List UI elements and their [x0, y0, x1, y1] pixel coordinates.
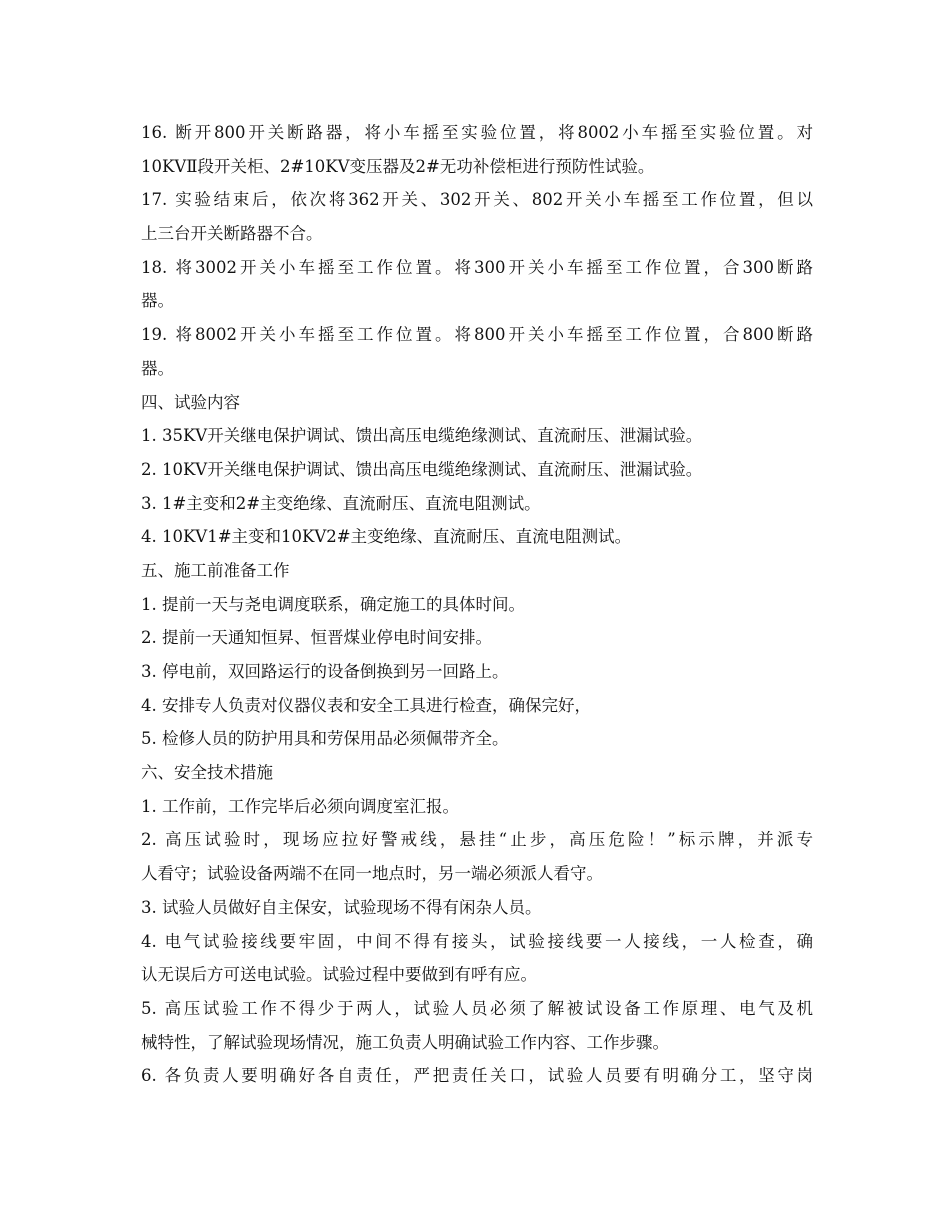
section-heading: 五、施工前准备工作 [141, 560, 290, 580]
list-item-line: 1. 35KV开关继电保护调试、馈出高压电缆绝缘测试、直流耐压、泄漏试验。 [141, 426, 703, 446]
list-item-continuation: 器。 [141, 358, 174, 378]
list-item-line: 19. 将8002开关小车摇至工作位置。将800开关小车摇至工作位置，合800断路 [141, 325, 813, 345]
list-item-line: 3. 1#主变和2#主变绝缘、直流耐压、直流电阻测试。 [141, 493, 541, 513]
list-item-continuation: 上三台开关断路器不合。 [141, 224, 323, 244]
list-item-line: 16. 断开800开关断路器，将小车摇至实验位置，将8002小车摇至实验位置。对 [141, 123, 813, 142]
list-item-continuation: 器。 [141, 291, 174, 311]
list-item-line: 6. 各负责人要明确好各自责任，严把责任关口，试验人员要有明确分工，坚守岗 [141, 1066, 813, 1086]
list-item-continuation: 10KVⅡ段开关柜、2#10KV变压器及2#无功补偿柜进行预防性试验。 [141, 156, 655, 176]
list-item-line: 2. 提前一天通知恒昇、恒晋煤业停电时间安排。 [141, 628, 492, 648]
list-item-line: 5. 检修人员的防护用具和劳保用品必须佩带齐全。 [141, 729, 509, 749]
list-item-continuation: 认无误后方可送电试验。试验过程中要做到有呼有应。 [141, 965, 537, 985]
list-item-line: 4. 10KV1#主变和10KV2#主变绝缘、直流耐压、直流电阻测试。 [141, 527, 632, 547]
section-heading: 六、安全技术措施 [141, 763, 273, 783]
list-item-line: 4. 电气试验接线要牢固，中间不得有接头，试验接线要一人接线，一人检查，确 [141, 931, 813, 951]
list-item-line: 3. 试验人员做好自主保安，试验现场不得有闲杂人员。 [141, 897, 542, 917]
document-body [141, 116, 813, 1093]
list-item-line: 5. 高压试验工作不得少于两人，试验人员必须了解被试设备工作原理、电气及机 [141, 998, 813, 1018]
list-item-line: 2. 10KV开关继电保护调试、馈出高压电缆绝缘测试、直流耐压、泄漏试验。 [141, 459, 703, 479]
list-item-line: 1. 工作前，工作完毕后必须向调度室汇报。 [141, 796, 459, 816]
list-item-line: 17. 实验结束后，依次将362开关、302开关、802开关小车摇至工作位置，但以 [141, 190, 813, 210]
list-item-line: 4. 安排专人负责对仪器仪表和安全工具进行检查，确保完好， [141, 695, 591, 715]
list-item-line: 18. 将3002开关小车摇至工作位置。将300开关小车摇至工作位置，合300断路 [141, 257, 813, 277]
list-item-continuation: 械特性，了解试验现场情况，施工负责人明确试验工作内容、工作步骤。 [141, 1032, 669, 1052]
section-heading: 四、试验内容 [141, 392, 240, 412]
list-item-line: 3. 停电前，双回路运行的设备倒换到另一回路上。 [141, 662, 509, 681]
list-item-line: 1. 提前一天与尧电调度联系，确定施工的具体时间。 [141, 594, 525, 614]
list-item-line: 2. 高压试验时，现场应拉好警戒线，悬挂“止步，高压危险！”标示牌，并派专 [141, 830, 813, 850]
list-item-continuation: 人看守；试验设备两端不在同一地点时，另一端必须派人看守。 [141, 864, 603, 884]
